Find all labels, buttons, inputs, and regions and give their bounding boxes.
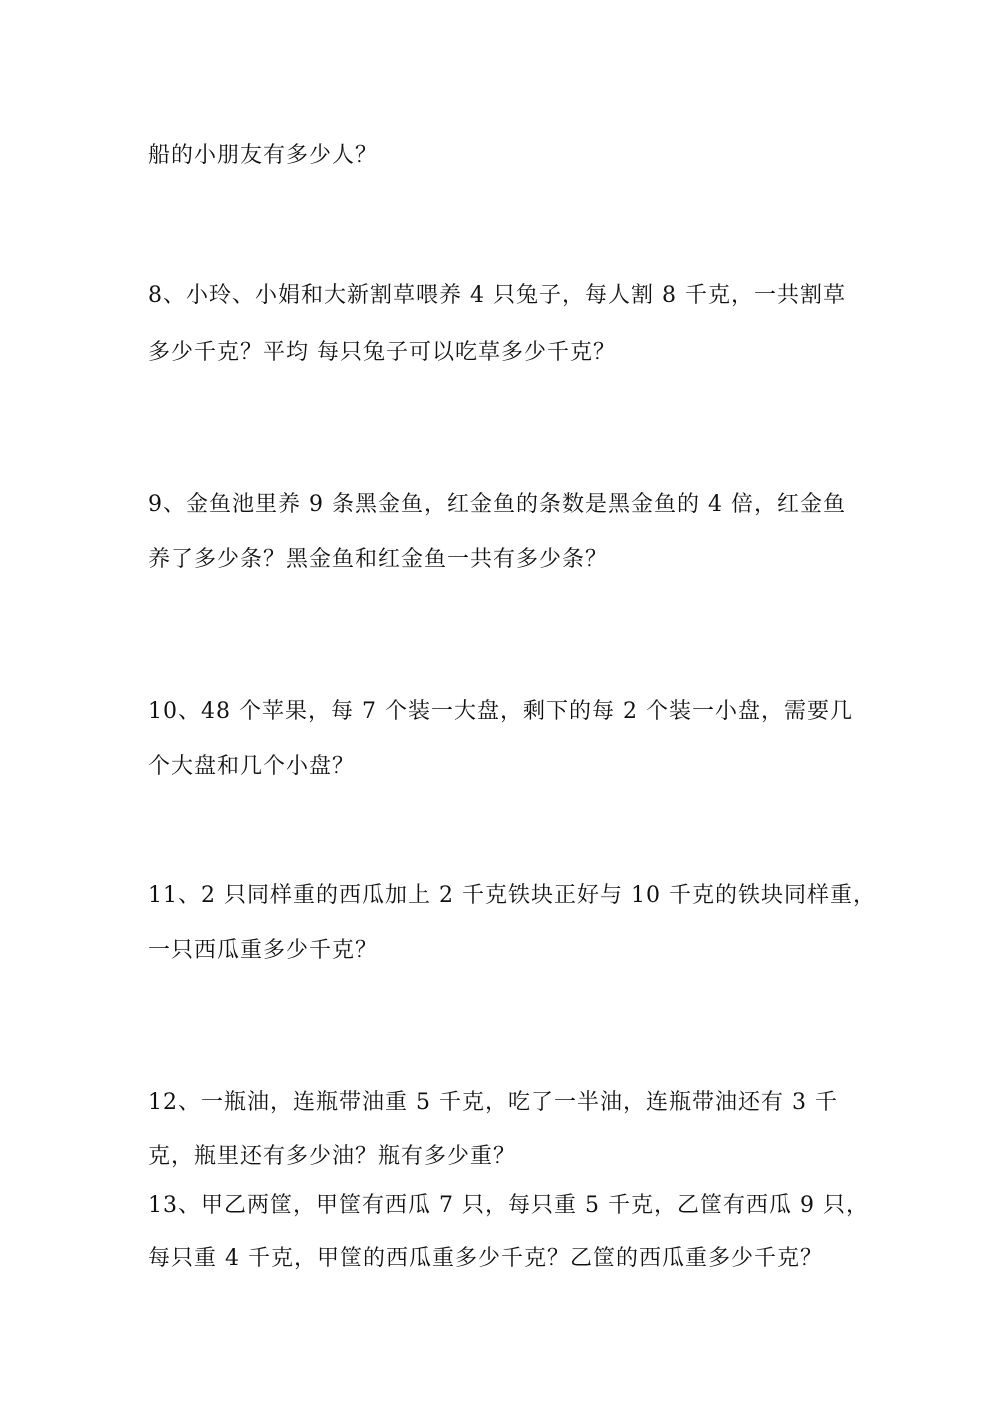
problem-11-line-1: 11、2 只同样重的西瓜加上 2 千克铁块正好与 10 千克的铁块同样重， [148,883,876,908]
problem-9-line-1: 9、金鱼池里养 9 条黑金鱼，红金鱼的条数是黑金鱼的 4 倍，红金鱼 [148,492,846,517]
problem-12-line-2: 克，瓶里还有多少油？瓶有多少重？ [148,1144,517,1169]
problem-9-line-2: 养了多少条？黑金鱼和红金鱼一共有多少条？ [148,547,609,572]
problem-8-line-1: 8、小玲、小娟和大新割草喂养 4 只兔子，每人割 8 千克，一共割草 [148,283,846,308]
problem-11-line-2: 一只西瓜重多少千克？ [148,938,379,963]
problem-12-line-1: 12、一瓶油，连瓶带油重 5 千克，吃了一半油，连瓶带油还有 3 千 [148,1090,838,1115]
problem-13-line-2: 每只重 4 千克，甲筐的西瓜重多少千克？乙筐的西瓜重多少千克？ [148,1246,823,1271]
problem-10-line-2: 个大盘和几个小盘？ [148,754,356,779]
problem-8-line-2: 多少千克？平均 每只兔子可以吃草多少千克？ [148,340,616,365]
problem-7-line-2: 船的小朋友有多少人？ [148,143,379,168]
problem-10-line-1: 10、48 个苹果，每 7 个装一大盘，剩下的每 2 个装一小盘，需要几 [148,699,853,724]
problem-13-line-1: 13、甲乙两筐，甲筐有西瓜 7 只，每只重 5 千克，乙筐有西瓜 9 只， [148,1193,869,1218]
